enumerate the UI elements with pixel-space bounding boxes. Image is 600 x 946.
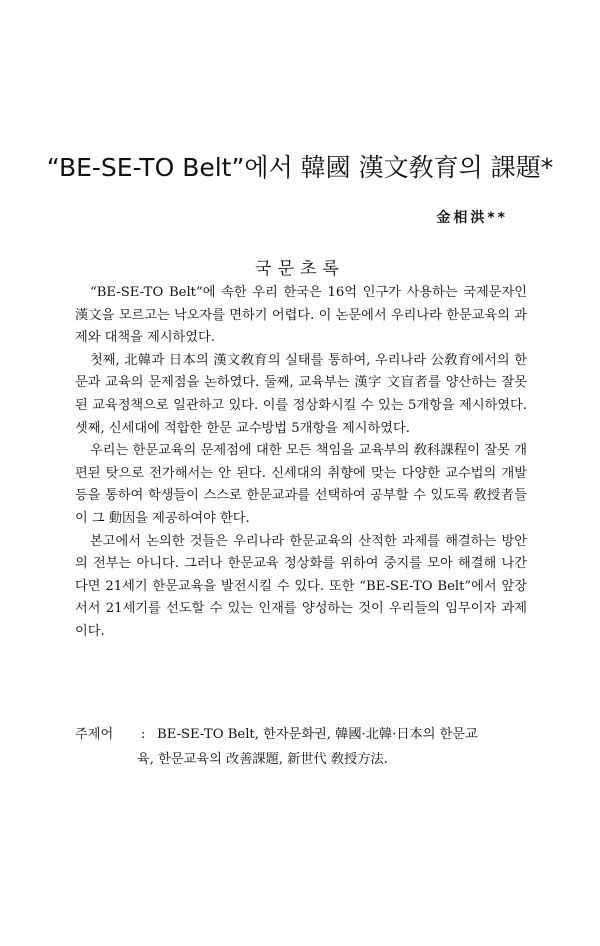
abstract-paragraph: 본고에서 논의한 것들은 우리나라 한문교육의 산적한 과제를 해결하는 방안의 전부는 아니다. 그러나 한문교육 정상화를 위하여 중지를 모아 해결해 나간다면 21세기 한문교육을 발전시킬 수 있다. 또한 “BE-SE-TO Belt”에서 앞장서서 21세기를 선도할 수 있는 인재를 양성하는 것이 우리들의 임무이자 과제이다. <box>75 533 527 639</box>
abstract-heading: 국문초록 <box>255 259 345 279</box>
paper-title: “BE-SE-TO Belt”에서 韓國 漢文敎育의 課題* <box>46 153 554 182</box>
author-name: 金相洪** <box>436 210 508 226</box>
keywords-block <box>75 722 535 772</box>
abstract-paragraph: 우리는 한문교육의 문제점에 대한 모든 책임을 교육부의 敎科課程이 잘못 개편된 탓으로 전가해서는 안 된다. 신세대의 취향에 맞는 다양한 교수법의 개발 등을 통하여 학생들이 스스로 한문교과를 선택하여 공부할 수 있도록 敎授者들이 그 動因을 제공하여야 한다. <box>75 443 527 526</box>
abstract-paragraph: 첫째, 北韓과 日本의 漢文敎育의 실태를 통하여, 우리나라 公敎育에서의 한문과 교육의 문제점을 논하였다. 둘째, 교육부는 漢字 文盲者를 양산하는 잘못된 교육정책으로 일관하고 있다. 이를 정상화시킬 수 있는 5개항을 제시하였다. 셋째, 신세대에 적합한 한문 교수방법 5개항을 제시하였다. <box>75 352 527 436</box>
keywords-label: 주제어 <box>75 727 114 742</box>
keywords-line: BE-SE-TO Belt, 한자문화권, 韓國·北韓·日本의 한문교 <box>157 727 478 742</box>
abstract-body <box>75 282 527 644</box>
keywords-line: 육, 한문교육의 改善課題, 新世代 敎授方法. <box>137 752 388 767</box>
abstract-paragraph: “BE-SE-TO Belt”에 속한 우리 한국은 16억 인구가 사용하는 국제문자인 漢文을 모르고는 낙오자를 면하기 어렵다. 이 논문에서 우리나라 한문교육의 과제와 대책을 제시하였다. <box>75 285 527 346</box>
keywords-separator: : <box>141 727 146 742</box>
